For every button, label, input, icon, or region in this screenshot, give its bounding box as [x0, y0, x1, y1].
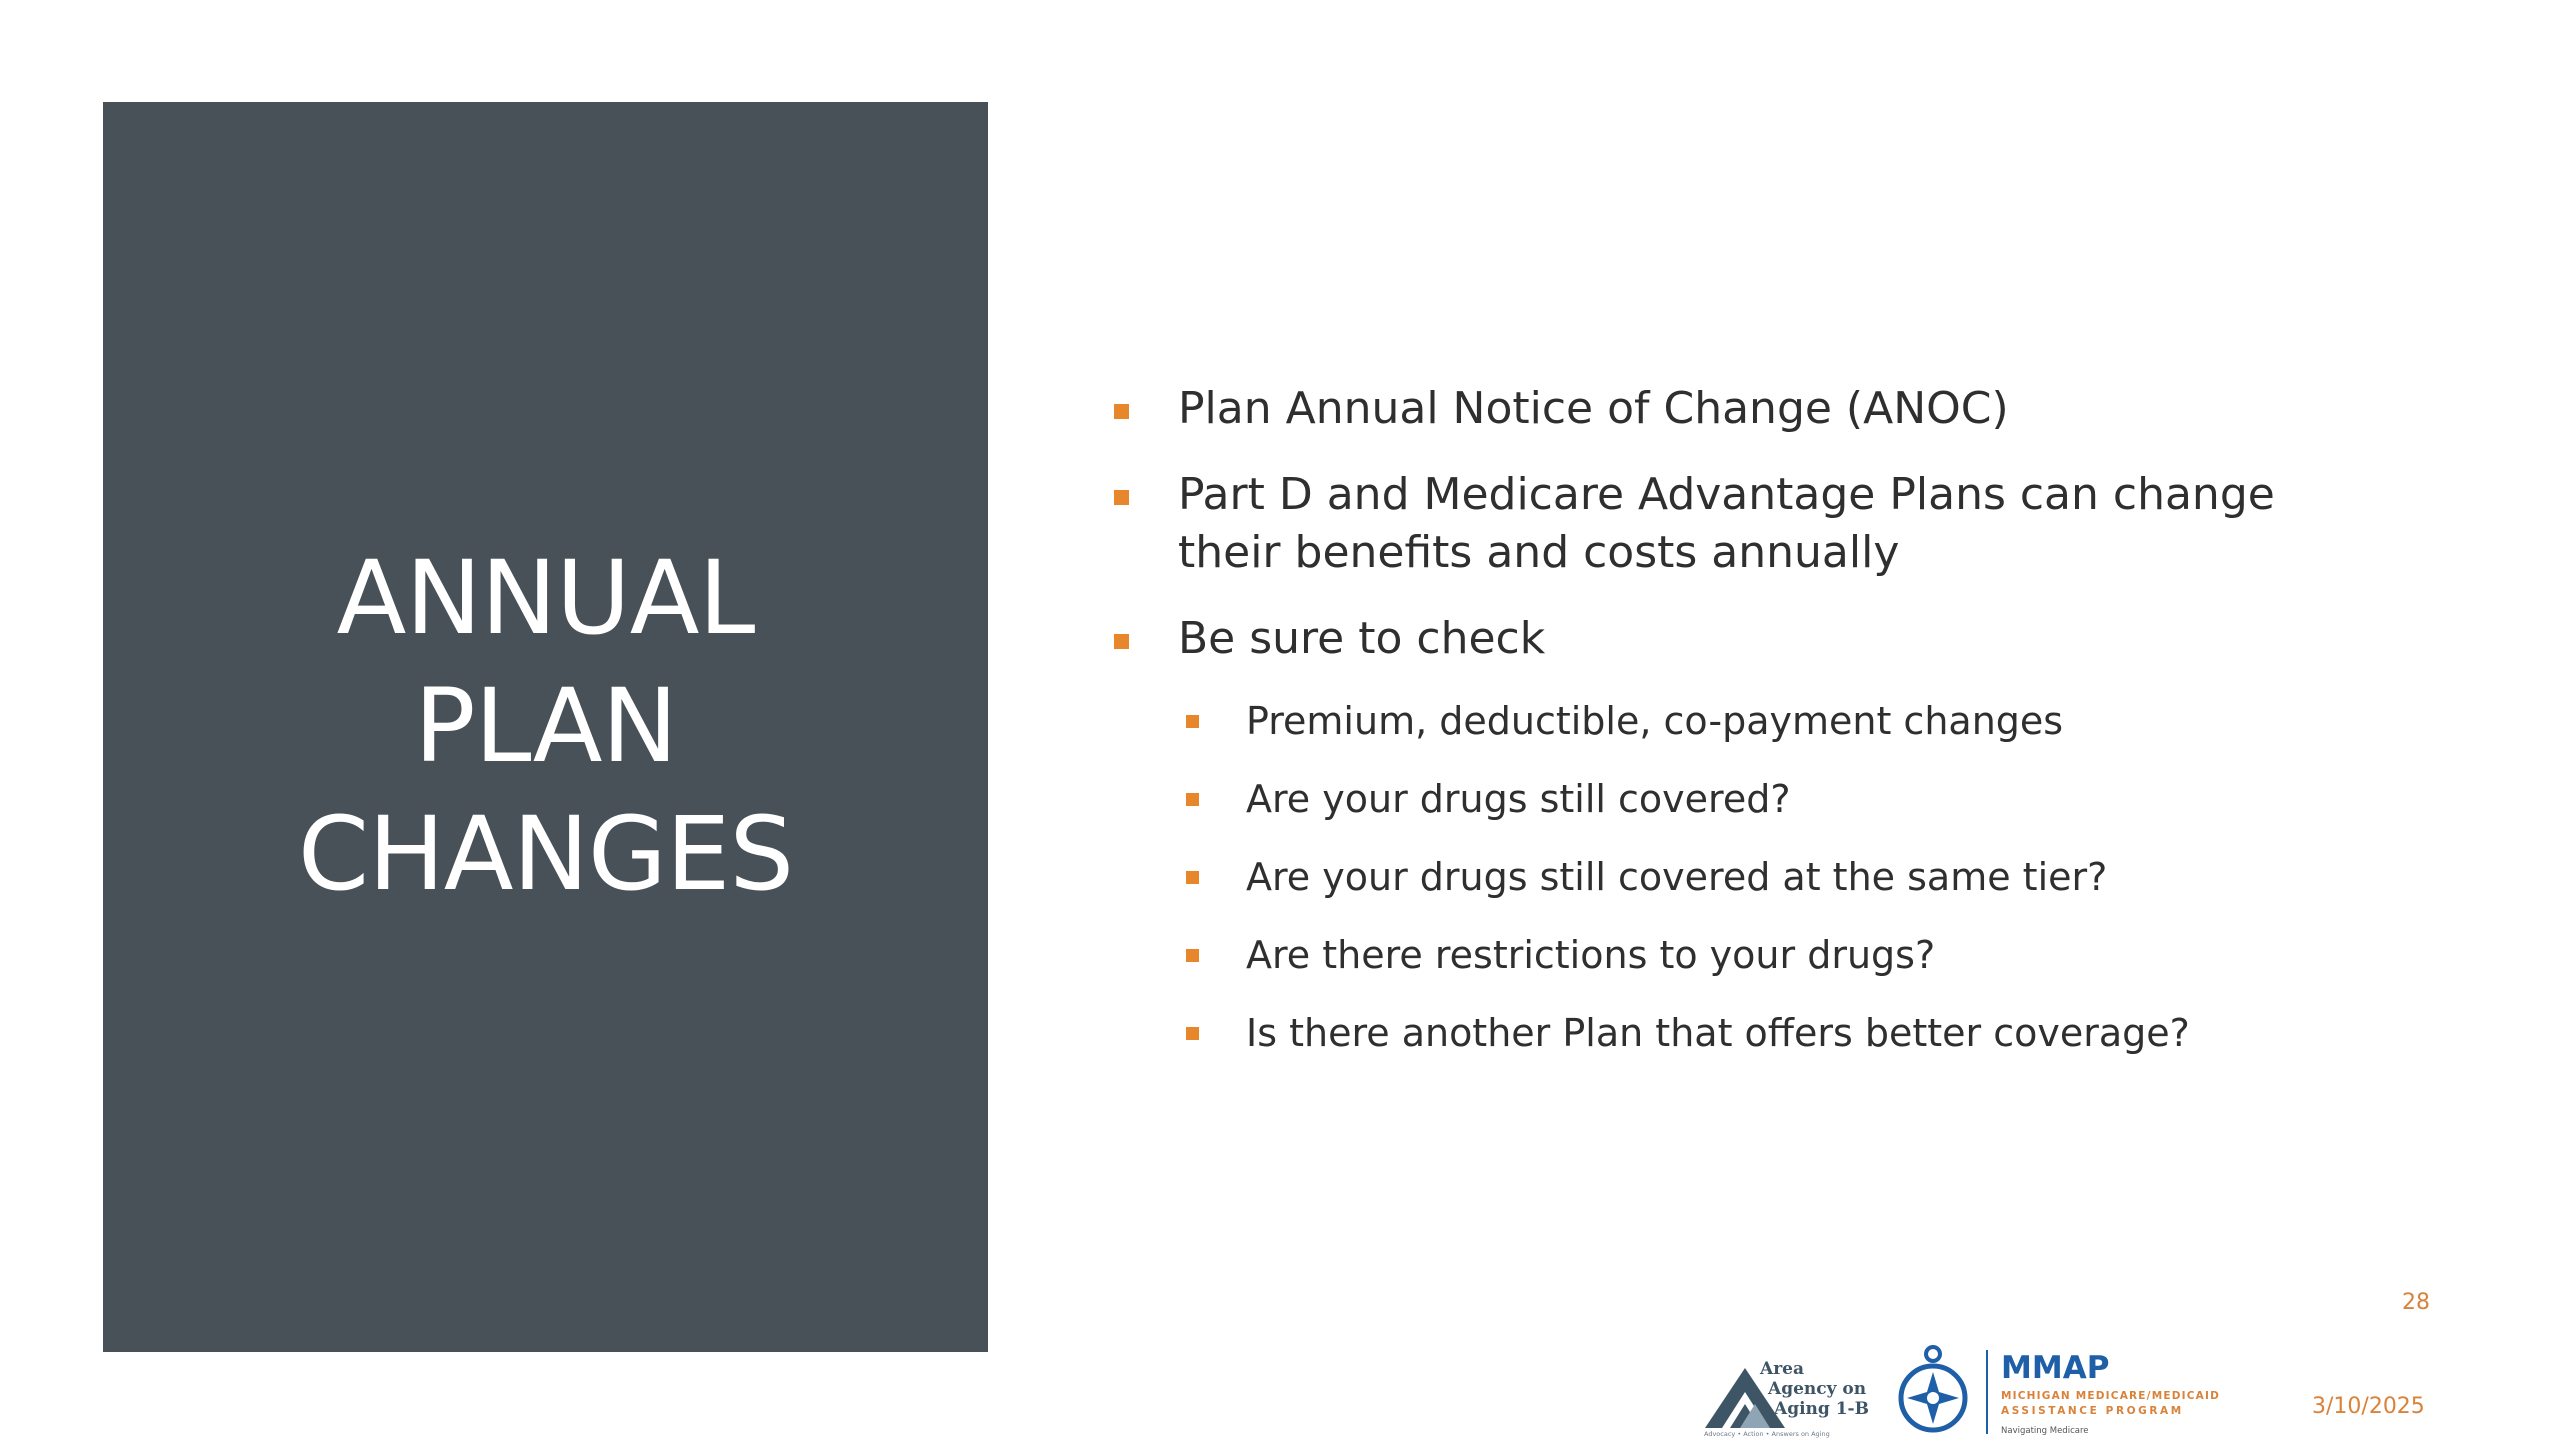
- mmap-logo-subtitle-2: ASSISTANCE PROGRAM: [2001, 1405, 2184, 1417]
- slide-date: 3/10/2025: [2312, 1394, 2425, 1419]
- sub-bullet-text: Are there restrictions to your drugs?: [1246, 933, 1936, 977]
- square-bullet-icon: [1114, 634, 1129, 649]
- sub-bullet-item: [1110, 696, 2370, 746]
- sub-bullet-text: Premium, deductible, co-payment changes: [1246, 699, 2064, 743]
- sub-bullet-text: Are your drugs still covered at the same tier?: [1246, 855, 2108, 899]
- aaa-logo-tagline: Advocacy • Action • Answers on Aging: [1704, 1430, 1830, 1438]
- bullet-text: Plan Annual Notice of Change (ANOC): [1178, 383, 2009, 434]
- square-bullet-icon: [1186, 871, 1199, 884]
- bullet-list: [1110, 380, 2370, 1058]
- bullet-content: [1110, 380, 2370, 1086]
- bullet-item: [1110, 380, 2370, 438]
- sub-bullet-text: Are your drugs still covered?: [1246, 777, 1791, 821]
- sub-bullet-item: [1110, 852, 2370, 902]
- mmap-logo-tagline: Navigating Medicare: [2001, 1426, 2089, 1436]
- sub-bullet-item: [1110, 774, 2370, 824]
- aaa-logo-line-1: Area: [1760, 1359, 1804, 1379]
- bullet-text: Part D and Medicare Advantage Plans can change their benefits and costs annually: [1178, 469, 2275, 578]
- title-panel: [103, 102, 988, 1352]
- square-bullet-icon: [1114, 490, 1129, 505]
- sub-bullet-text: Is there another Plan that offers better coverage?: [1246, 1011, 2190, 1055]
- bullet-text: Be sure to check: [1178, 613, 1546, 664]
- square-bullet-icon: [1186, 1027, 1199, 1040]
- bullet-item: [1110, 610, 2370, 668]
- square-bullet-icon: [1186, 715, 1199, 728]
- bullet-item: [1110, 466, 2370, 582]
- mmap-logo: [1895, 1342, 2275, 1438]
- title-line-1: ANNUAL: [336, 539, 755, 658]
- title-line-3: CHANGES: [297, 795, 794, 914]
- title-line-2: PLAN: [414, 667, 677, 786]
- mmap-logo-name: MMAP: [2001, 1350, 2110, 1386]
- aaa-logo-line-2: Agency on: [1768, 1379, 1867, 1399]
- area-agency-on-aging-logo: [1700, 1348, 1870, 1438]
- aaa-logo-line-3: Aging 1-B: [1774, 1399, 1869, 1419]
- square-bullet-icon: [1114, 404, 1129, 419]
- square-bullet-icon: [1186, 949, 1199, 962]
- slide-title: [298, 535, 793, 919]
- sub-bullet-item: [1110, 1008, 2370, 1058]
- page-number: 28: [2402, 1290, 2430, 1315]
- mmap-logo-subtitle-1: MICHIGAN MEDICARE/MEDICAID: [2001, 1390, 2221, 1402]
- sub-bullet-item: [1110, 930, 2370, 980]
- square-bullet-icon: [1186, 793, 1199, 806]
